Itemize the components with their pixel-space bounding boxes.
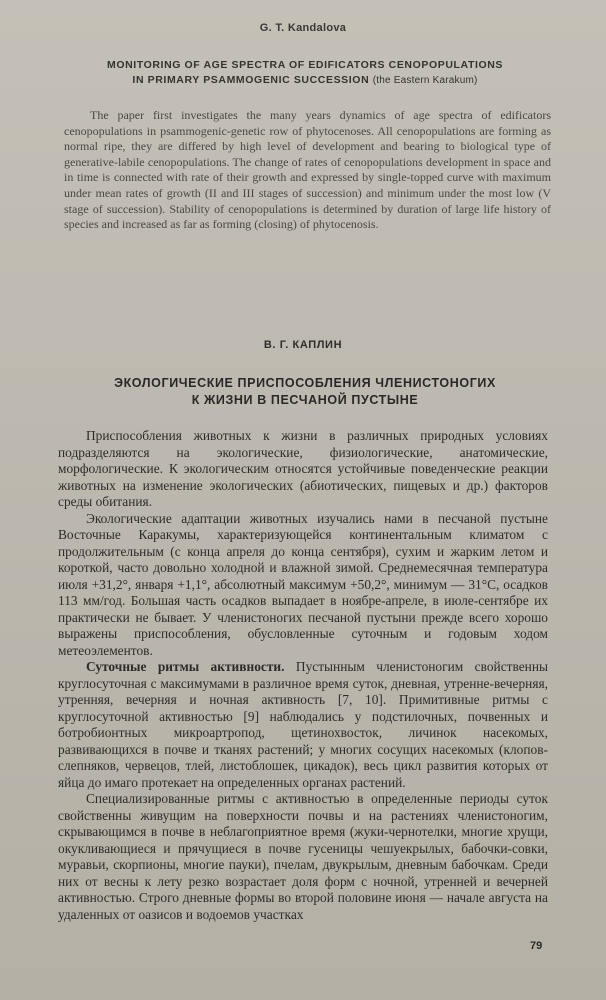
english-abstract-text: The paper first investigates the many years dynamics of age spectra of edificators cenopopulations in psammogenic-genetic row of phytocenoses. All cenopopulations are forming as normal ripe, they are differed by high level of development and bearing to biological type of generative-labile cenopopulations. The change of rates of cenopopulations development in space and in time is connected with rate of their growth and expressed by single-topped curve with maximum under mean rates of growth (II and III stages of succession) and minimum under the most low (V stage of succession). Stability of cenopopulations is determined by duration of large life history of species and increased as far as forming (closing) of phytocenosis.: [64, 108, 551, 232]
russian-author: В. Г. КАПЛИН: [263, 339, 343, 351]
english-abstract: [64, 108, 551, 233]
english-title-subtitle: (the Eastern Karakum): [372, 75, 478, 86]
section-text: Пустынным членистоногим свойственны круглосуточная с максимумами в различное время суток, дневная, утренне-вечерняя, утренняя, вечерняя и ночная активность [7, 10]. Примитивные ритмы с круглосуточной активностью [9] наблюдались у подстилочных, почвенных и ботробионтных микроартропод, щетинохвосток, личинок насекомых, развивающихся в почве и тканях растений; у многих сосущих насекомых (клопов-слепняков, червецов, тлей, листоблошек, цикадок), весь цикл развития которых от яйца до имаго протекает на определенных органах растений.: [58, 659, 549, 790]
body-paragraph: Приспособления животных к жизни в различных природных условиях подразделяются на экологические, физиологические, анатомические, морфологические. К экологическим относятся устойчивые поведенческие реакции животных на изменение экологических (абиотических, пищевых и др.) факторов среды обитания.: [58, 428, 548, 509]
body-paragraph-daily-rhythms: [58, 659, 548, 791]
russian-article-body: [58, 428, 548, 923]
english-title-line-1: MONITORING OF AGE SPECTRA OF EDIFICATORS CENOPOPULATIONS: [106, 59, 504, 71]
russian-title-line-2: К ЖИЗНИ В ПЕСЧАНОЙ ПУСТЫНЕ: [191, 393, 419, 407]
english-title-line-2: IN PRIMARY PSAMMOGENIC SUCCESSION (the Eastern Karakum): [132, 74, 478, 86]
body-paragraph: Специализированные ритмы с активностью в определенные периоды суток свойственны живущим на поверхности почвы и на растениях членистоногим, скрывающимся в почве в неблагоприятное время (жуки-чернотелки, многие хрущи, окукливающиеся и прячущиеся в почве гусеницы чешуекрылых, бабочки-совки, муравьи, скорпионы, многие пауки), пчелам, двукрылым, дневным бабочкам. Среди них от весны к лету резко возрастает доля форм с ночной, утренней и вечерней активностью. Строго дневные формы во второй половине июня — начале августа на удаленных от оазисов и водоемов участках: [58, 791, 548, 922]
russian-title: [40, 375, 570, 409]
page-number: 79: [530, 940, 543, 952]
english-title: [40, 58, 570, 88]
section-run-in-heading: Суточные ритмы активности.: [86, 659, 285, 674]
russian-title-line-1: ЭКОЛОГИЧЕСКИЕ ПРИСПОСОБЛЕНИЯ ЧЛЕНИСТОНОГИХ: [114, 376, 496, 390]
body-paragraph: Экологические адаптации животных изучались нами в песчаной пустыне Восточные Каракумы, характеризующейся континентальным климатом с продолжительным (с конца апреля до конца сентября), сухим и жарким летом и короткой, часто довольно холодной и влажной зимой. Среднемесячная температура июля +31,2°, января +1,1°, абсолютный максимум +50,2°, минимум — 31°С, осадков 113 мм/год. Большая часть осадков выпадает в ноябре-апреле, в июле-сентябре их практически не бывает. У членистоногих песчаной пустыни прежде всего хорошо выражены приспособления, обусловленные суточным и годовым ходом метеоэлементов.: [58, 510, 548, 658]
english-author: G. T. Kandalova: [259, 22, 347, 34]
